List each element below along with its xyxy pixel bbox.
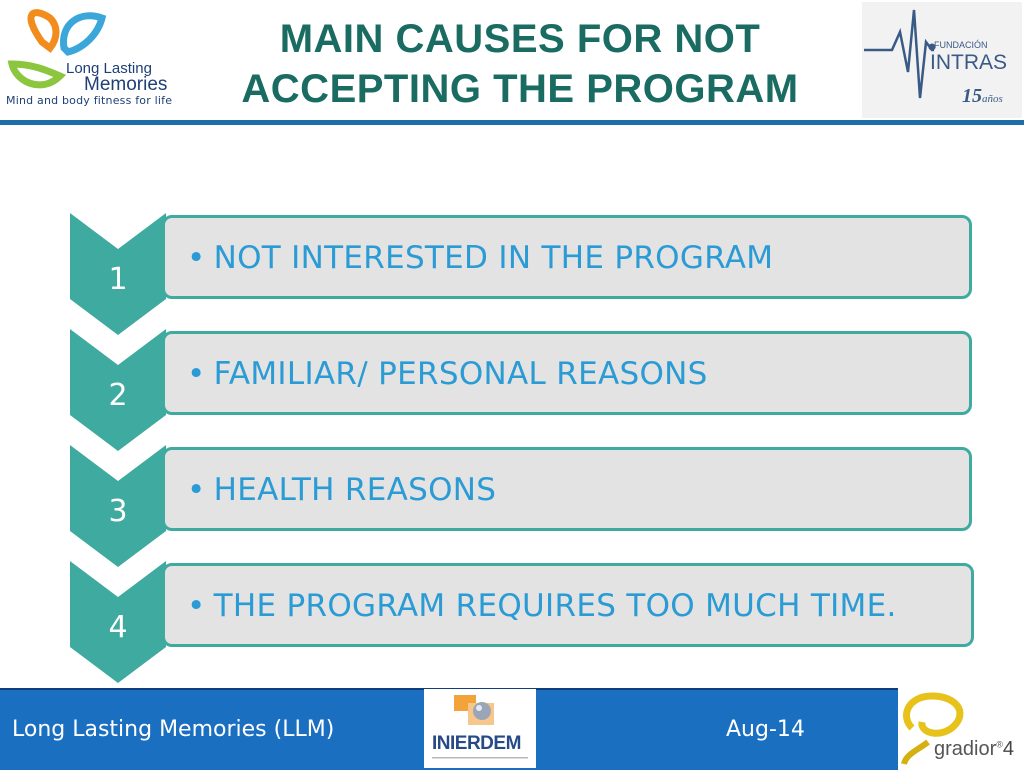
cause-number: 4	[108, 610, 128, 645]
cause-item	[162, 215, 972, 299]
intras-logo-line1: FUNDACIÓN	[934, 40, 988, 50]
intras-anniversary-word: años	[982, 93, 1003, 105]
inierdem-logo-word: INIERDEM	[432, 733, 521, 754]
inierdem-subtitle-decoration	[432, 755, 528, 761]
gradior-logo-name: gradior	[934, 738, 997, 760]
cause-item	[162, 331, 972, 415]
cause-number: 1	[108, 262, 128, 297]
gradior-logo	[898, 688, 1024, 768]
cause-text: • HEALTH REASONS	[187, 472, 496, 508]
llm-logo-name-line1: Long Lasting	[66, 60, 152, 77]
slide-title-line1: MAIN CAUSES FOR NOT	[279, 17, 761, 61]
cause-number: 2	[108, 378, 128, 413]
footer-project-name: Long Lasting Memories (LLM)	[12, 717, 335, 742]
cause-item	[162, 447, 972, 531]
cause-number: 3	[108, 494, 128, 529]
intras-logo-line2: INTRAS	[930, 51, 1008, 74]
intras-anniversary-number: 15	[962, 85, 982, 107]
cause-item	[162, 563, 974, 647]
llm-logo-name-line2: Memories	[84, 74, 168, 95]
gradior-logo-version: 4	[1002, 738, 1015, 760]
gradior-logo-word: gradior®4	[934, 738, 1015, 760]
inierdem-logo	[424, 689, 536, 768]
llm-logo-tagline: Mind and body fitness for life	[6, 94, 173, 107]
cause-text: • THE PROGRAM REQUIRES TOO MUCH TIME.	[187, 588, 897, 624]
cause-text: • FAMILIAR/ PERSONAL REASONS	[187, 356, 708, 392]
inierdem-emblem-icon	[424, 689, 536, 733]
cause-text: • NOT INTERESTED IN THE PROGRAM	[187, 240, 773, 276]
slide-title-line2: ACCEPTING THE PROGRAM	[241, 67, 799, 111]
footer-date: Aug-14	[726, 717, 805, 742]
